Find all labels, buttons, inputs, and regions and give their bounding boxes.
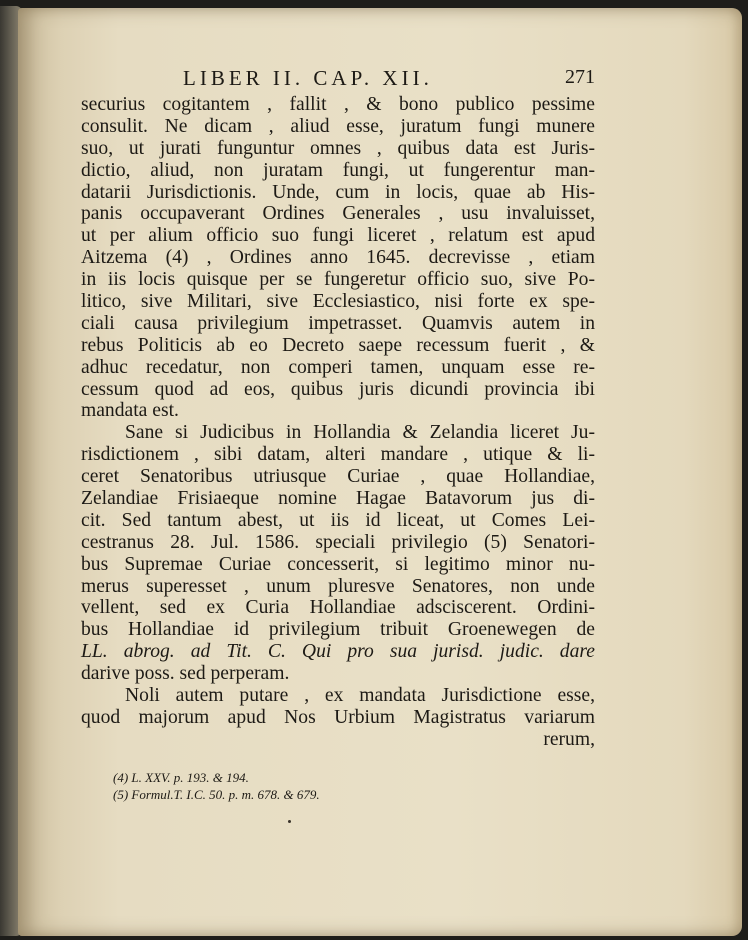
footnote-gap [81,751,595,769]
running-head [81,60,595,94]
body-line: Zelandiae Frisiaeque nomine Hagae Batavorum jus di- [81,488,595,510]
body-line-italic: LL. abrog. ad Tit. C. Qui pro sua jurisd. judic. dare [81,641,595,663]
body-line: securius cogitantem , fallit , & bono publico pessime [81,94,595,115]
body-line: cessum quod ad eos, quibus juris dicundi provincia ibi [81,378,595,400]
book-page [18,8,742,936]
body-line: litico, sive Militari, sive Ecclesiastico, nisi forte ex spe- [81,291,595,313]
body-line: bus Hollandiae id privilegium tribuit Groenewegen de [81,619,595,641]
body-paragraph-3 [81,685,595,751]
running-head-title: LIBER II. CAP. XII. [183,66,433,90]
footnote-5: (5) Formul.T. I.C. 50. p. m. 678. & 679. [113,786,320,802]
page-number: 271 [565,66,595,88]
body-line: datarii Jurisdictionis. Unde, cum in locis, quae ab His- [81,181,595,203]
ink-speck [288,820,291,823]
body-line: dictio, aliud, non juratam fungi, ut fungerentur man- [81,159,595,181]
text-block [81,60,595,803]
body-line: risdictionem , sibi datam, alteri mandare , utique & li- [81,444,595,466]
body-line: consulit. Ne dicam , aliud esse, juratum fungi munere [81,115,595,137]
body-line: quod majorum apud Nos Urbium Magistratus variarum [81,706,595,728]
footnote-4: (4) L. XXV. p. 193. & 194. [113,769,249,785]
body-line: in iis locis quisque per se fungeretur officio suo, sive Po- [81,269,595,291]
body-line: Sane si Judicibus in Hollandia & Zelandia liceret Ju- [125,422,595,444]
body-line: ut per alium officio suo fungi liceret , relatum est apud [81,225,595,247]
body-line: vellent, sed ex Curia Hollandiae adsciscerent. Ordini- [81,597,595,619]
body-line: cestranus 28. Jul. 1586. speciali privilegio (5) Senatori- [81,531,595,553]
body-line: bus Supremae Curiae concesserit, si legitimo minor nu- [81,553,595,575]
body-line: suo, ut jurati funguntur omnes , quibus data est Juris- [81,137,595,159]
body-line: panis occupaverant Ordines Generales , usu invaluisset, [81,203,595,225]
body-line: ceret Senatoribus utriusque Curiae , quae Hollandiae, [81,466,595,488]
body-paragraph-2 [81,422,595,685]
body-line: merus superesset , unum pluresve Senatores, non unde [81,575,595,597]
body-line: darive poss. sed perperam. [81,663,290,685]
body-line: rebus Politicis ab eo Decreto saepe recessum fuerit , & [81,334,595,356]
body-line: cit. Sed tantum abest, ut iis id liceat, ut Comes Lei- [81,509,595,531]
body-paragraph-1 [81,94,595,422]
body-line: mandata est. [81,400,179,422]
footnotes [81,769,595,803]
body-line: Aitzema (4) , Ordines anno 1645. decrevisse , etiam [81,247,595,269]
body-line: ciali causa privilegium impetrasset. Quamvis autem in [81,312,595,334]
catchword: rerum, [543,728,595,750]
body-line: adhuc recedatur, non comperi tamen, unquam esse re- [81,356,595,378]
body-line: Noli autem putare , ex mandata Jurisdictione esse, [125,685,595,707]
